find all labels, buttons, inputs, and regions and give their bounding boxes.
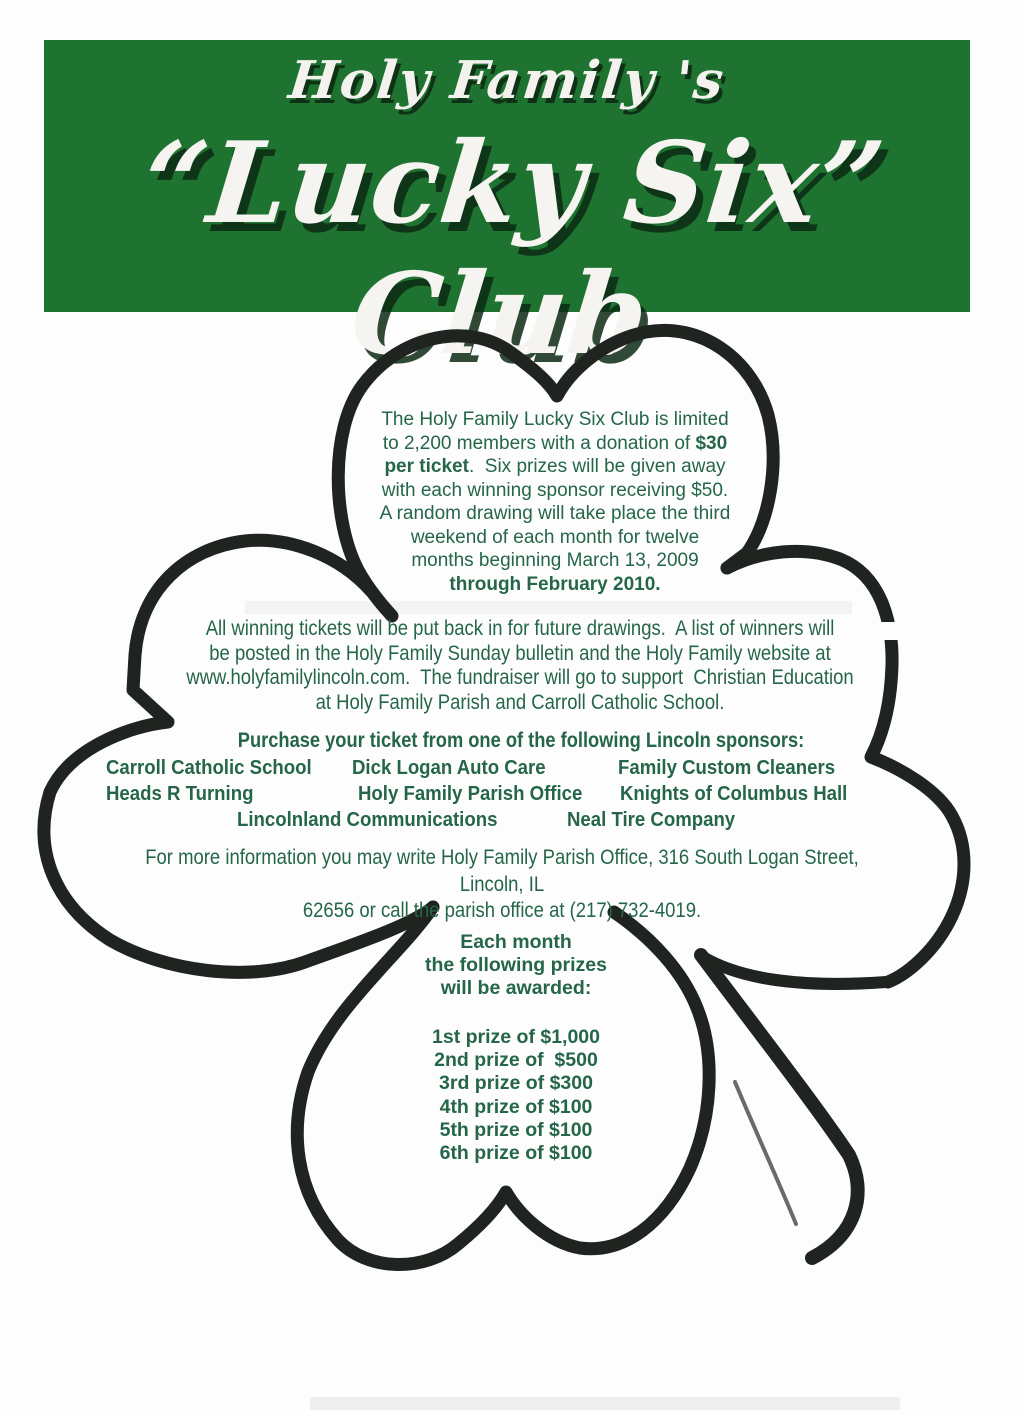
- sponsor-family-custom-cleaners: Family Custom Cleaners: [618, 757, 836, 779]
- prizes-heading: [316, 931, 716, 1000]
- text-segment-bold: per ticket: [384, 456, 469, 477]
- text-line: 62656 or call the parish office at (217) 732-4019.: [302, 899, 702, 922]
- text-line: [330, 479, 780, 503]
- text-line: www.holyfamilylincoln.com. The fundraiser will go to support Christian Education: [186, 666, 854, 689]
- sponsor-heads-r-turning: Heads R Turning: [106, 783, 254, 805]
- intro-paragraph: [330, 408, 780, 596]
- text-line: [330, 408, 780, 432]
- text-segment-bold: $30: [695, 432, 728, 454]
- sponsors-heading: Purchase your ticket from one of the following Lincoln sponsors:: [237, 729, 805, 752]
- text-segment: months beginning March 13, 2009: [411, 550, 699, 571]
- text-line: For more information you may write Holy Family Parish Office, 316 South Logan Street, Lincoln, IL: [145, 846, 859, 896]
- sponsors-list: [0, 757, 1024, 837]
- text-line: All winning tickets will be put back in for future drawings. A list of winners will: [205, 617, 835, 640]
- sponsor-dick-logan-auto-care: Dick Logan Auto Care: [352, 757, 546, 779]
- textbox-cutout: [856, 622, 904, 640]
- text-line: will be awarded:: [440, 977, 592, 999]
- banner-title: “Lucky Six” Club: [136, 118, 891, 380]
- shamrock-stem-inner-line: [735, 1082, 796, 1224]
- contact-paragraph: [115, 845, 889, 925]
- text-line: [330, 455, 780, 479]
- banner-supertitle: Holy Family 's: [285, 50, 729, 111]
- text-line: [330, 502, 780, 526]
- text-segment-bold: through February 2010.: [449, 573, 661, 595]
- text-line: [330, 549, 780, 573]
- text-line: at Holy Family Parish and Carroll Catholic School.: [315, 690, 725, 714]
- sponsor-holy-family-parish-office: Holy Family Parish Office: [358, 783, 583, 805]
- text-line: 1st prize of $1,000: [432, 1026, 600, 1048]
- text-line: 6th prize of $100: [439, 1142, 593, 1165]
- text-line: 5th prize of $100: [439, 1118, 593, 1141]
- text-segment: with each winning sponsor receiving $50.: [381, 479, 729, 501]
- sponsor-carroll-catholic-school: Carroll Catholic School: [106, 757, 312, 779]
- sponsor-lincolnland-communications: Lincolnland Communications: [237, 809, 498, 831]
- shamrock-stem-main: [701, 955, 858, 1258]
- text-line: the following prizes: [424, 954, 607, 976]
- text-line: [330, 432, 780, 456]
- prizes-list: [316, 1026, 716, 1165]
- text-segment: weekend of each month for twelve: [410, 526, 700, 548]
- text-line: Each month: [460, 931, 572, 953]
- winners-paragraph: [186, 617, 855, 715]
- text-segment: The Holy Family Lucky Six Club is limited: [381, 409, 729, 430]
- text-segment: . Six prizes will be given away: [468, 456, 726, 477]
- sponsor-neal-tire-company: Neal Tire Company: [567, 809, 736, 831]
- text-segment: A random drawing will take place the third: [379, 503, 731, 524]
- text-line: 4th prize of $100: [439, 1095, 593, 1118]
- text-segment: to 2,200 members with a donation of: [382, 432, 696, 454]
- text-line: [330, 573, 780, 597]
- shamrock-stem-top-edge: [703, 957, 886, 984]
- text-line: be posted in the Holy Family Sunday bulletin and the Holy Family website at: [209, 641, 831, 665]
- text-line: 2nd prize of $500: [434, 1049, 598, 1072]
- text-line: [330, 526, 780, 550]
- text-line: 3rd prize of $300: [439, 1072, 593, 1095]
- sponsor-knights-of-columbus-hall: Knights of Columbus Hall: [620, 783, 848, 805]
